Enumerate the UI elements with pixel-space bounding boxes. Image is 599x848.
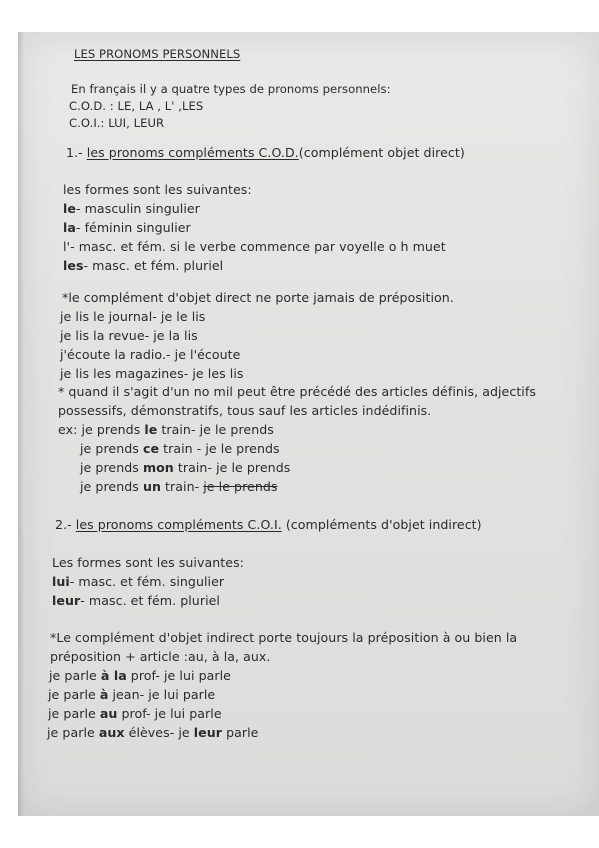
section1-heading-text: les pronoms compléments C.O.D. <box>86 145 299 160</box>
section2-number: 2.- <box>55 517 72 532</box>
ex-text: je parle <box>49 668 101 683</box>
ex-text: prof- je lui parle <box>126 668 231 683</box>
ex-text: je parle <box>48 706 100 721</box>
ex-text: train- <box>160 479 204 494</box>
section2-heading-note: (compléments d'objet indirect) <box>281 517 482 532</box>
section2-forms-intro: Les formes sont les suivantes: <box>52 555 244 570</box>
section1-ex-row <box>80 460 290 475</box>
ex-preposition: à la <box>100 668 127 683</box>
ex-text: train- je le prends <box>173 460 291 475</box>
ex-preposition: au <box>99 706 118 721</box>
section1-ex-row <box>80 479 278 494</box>
ex-preposition: aux <box>98 725 125 740</box>
ex-article: le <box>144 422 158 437</box>
form-pronoun: les <box>63 258 84 273</box>
ex-text: train - je le prends <box>159 441 280 456</box>
section1-note-line1: * quand il s'agit d'un no mil peut être précédé des articles définis, adjectifs <box>58 384 536 399</box>
section1-form <box>63 220 191 235</box>
section2-heading <box>55 517 482 532</box>
intro-cod: C.O.D. : LE, LA , L' ,LES <box>69 99 204 113</box>
form-pronoun: lui <box>52 574 70 589</box>
section1-example: je lis les magazines- je les lis <box>60 366 244 381</box>
section1-heading-note: (complément objet direct) <box>298 145 465 160</box>
form-desc: - féminin singulier <box>75 220 191 235</box>
section2-form <box>52 574 224 589</box>
section1-form <box>63 239 446 254</box>
ex-text: je prends <box>81 422 145 437</box>
section1-ex-row <box>58 422 274 437</box>
section2-example <box>47 725 258 740</box>
form-desc: - masc. et fém. pluriel <box>83 258 224 273</box>
ex-text: élèves- je <box>124 725 194 740</box>
form-pronoun: l' <box>63 239 71 254</box>
intro-line: En français il y a quatre types de pronoms personnels: <box>71 82 391 96</box>
ex-preposition: à <box>99 687 109 702</box>
ex-article: mon <box>142 460 174 475</box>
form-desc: - masc. et fém. singulier <box>69 574 225 589</box>
ex-text: train- je le prends <box>157 422 274 437</box>
section1-form <box>63 201 200 216</box>
ex-text: je prends <box>80 479 143 494</box>
form-pronoun: le <box>63 201 76 216</box>
form-pronoun: la <box>63 220 76 235</box>
document-title: LES PRONOMS PERSONNELS <box>74 47 241 61</box>
section1-note-line2: possessifs, démonstratifs, tous sauf les articles indédifinis. <box>58 403 432 418</box>
section1-ex-row <box>80 441 280 456</box>
intro-coi: C.O.I.: LUI, LEUR <box>69 116 165 130</box>
section2-example <box>48 706 222 721</box>
ex-text: parle <box>222 725 259 740</box>
section2-example <box>48 687 215 702</box>
form-desc: - masc. et fém. si le verbe commence par voyelle o h muet <box>70 239 446 254</box>
section2-rule-line1: *Le complément d'objet indirect porte toujours la préposition à ou bien la <box>50 630 518 645</box>
section2-example <box>49 668 231 683</box>
ex-label: ex: <box>58 422 78 437</box>
ex-article: un <box>142 479 161 494</box>
form-desc: - masc. et fém. pluriel <box>80 593 220 608</box>
section2-form <box>52 593 220 608</box>
section1-rule: *le complément d'objet direct ne porte jamais de préposition. <box>62 290 454 305</box>
section2-heading-text: les pronoms compléments C.O.I. <box>75 517 282 532</box>
ex-text: je prends <box>80 460 143 475</box>
section1-example: je lis la revue- je la lis <box>60 328 198 343</box>
ex-article: ce <box>142 441 160 456</box>
struck-text: je le prends <box>203 479 278 494</box>
ex-text: jean- je lui parle <box>108 687 216 702</box>
ex-text: je prends <box>80 441 143 456</box>
ex-text: prof- je lui parle <box>117 706 222 721</box>
form-pronoun: leur <box>52 593 81 608</box>
section1-example: je lis le journal- je le lis <box>60 309 206 324</box>
ex-text: je parle <box>47 725 99 740</box>
section1-forms-intro: les formes sont les suivantes: <box>63 182 252 197</box>
section1-number: 1.- <box>66 145 83 160</box>
ex-pronoun: leur <box>193 725 223 740</box>
section1-example: j'écoute la radio.- je l'écoute <box>60 347 241 362</box>
form-desc: - masculin singulier <box>75 201 200 216</box>
ex-text: je parle <box>48 687 100 702</box>
section1-heading <box>66 145 465 160</box>
section2-rule-line2: préposition + article :au, à la, aux. <box>50 649 271 664</box>
section1-form <box>63 258 223 273</box>
